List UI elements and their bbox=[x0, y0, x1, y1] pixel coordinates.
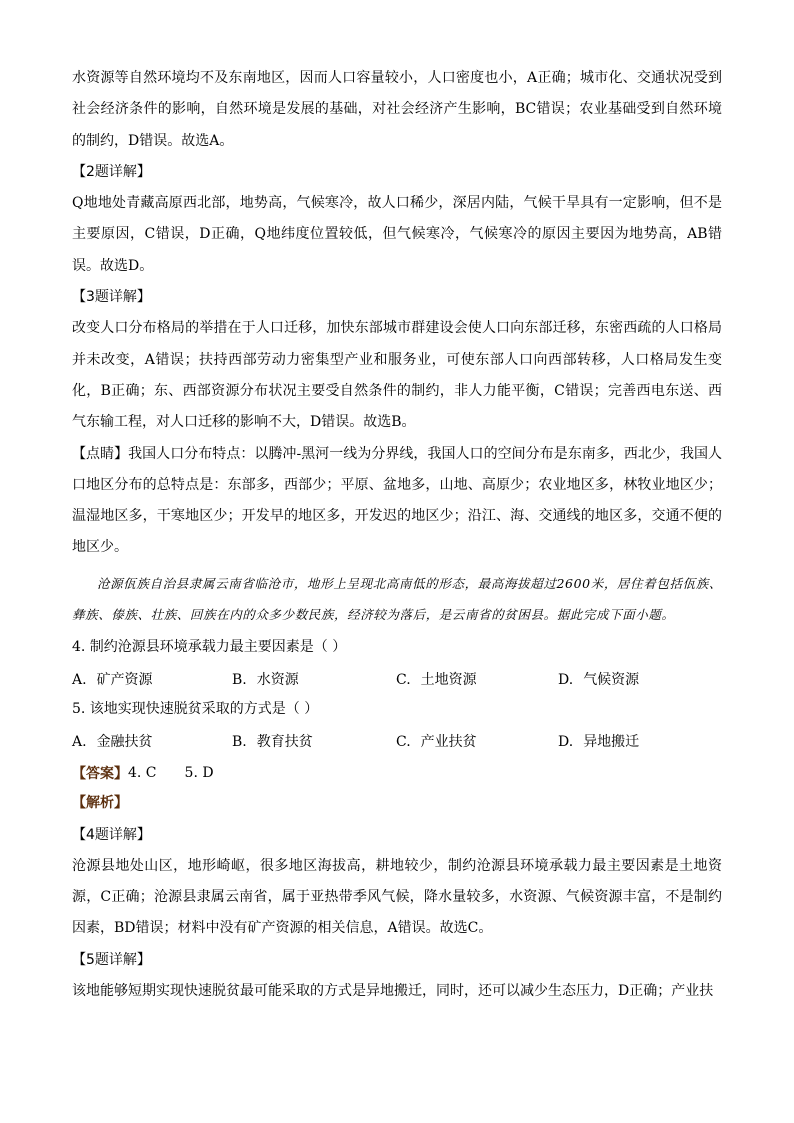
question-4-options bbox=[72, 663, 722, 694]
question-4-stem: 4. 制约沧源县环境承载力最主要因素是（ ） bbox=[72, 638, 347, 655]
reading-material: 沧源佤族自治县隶属云南省临沧市，地形上呈现北高南低的形态，最高海拔超过2600米，居住着包括佤族、彝族、傣族、壮族、回族在内的众多少数民族，经济较为落后，是云南省的贫困县。据此完成下面小题。 bbox=[72, 575, 722, 622]
heading-q4-detail: 【4题详解】 bbox=[72, 826, 151, 843]
key-point-paragraph bbox=[72, 439, 722, 564]
answer-q5: 5. D bbox=[184, 764, 214, 781]
q5-option-c: C. 产业扶贫 bbox=[396, 734, 477, 751]
paragraph-q3-explanation: 改变人口分布格局的举措在于人口迁移，加快东部城市群建设会使人口向东部迁移，东密西疏的人口格局并未改变，A错误；扶持西部劳动力密集型产业和服务业，可使东部人口向西部转移，人口格局发生变化，B正确；东、西部资源分布状况主要受自然条件的制约，非人力能平衡，C错误；完善西电东送、西气东输工程，对人口迁移的影响不大，D错误。故选B。 bbox=[72, 320, 722, 431]
key-point-label: 【点睛】 bbox=[72, 445, 129, 462]
q4-option-c: C. 土地资源 bbox=[396, 671, 477, 688]
key-point-text: 我国人口分布特点：以腾冲-黑河一线为分界线，我国人口的空间分布是东南多，西北少，我国人口地区分布的总特点是：东部多，西部少；平原、盆地多，山地、高原少；农业地区多，林牧业地区少；温湿地区多，干寒地区少；开发早的地区多，开发迟的地区少；沿江、海、交通线的地区多，交通不便的地区少。 bbox=[72, 445, 723, 556]
document-content bbox=[72, 63, 722, 1007]
q4-option-d: D. 气候资源 bbox=[558, 671, 640, 688]
q4-option-b: B. 水资源 bbox=[232, 671, 299, 688]
question-5-stem: 5. 该地实现快速脱贫采取的方式是（ ） bbox=[72, 701, 319, 718]
answer-q4: 4. C bbox=[128, 764, 157, 781]
analysis-label: 【解析】 bbox=[72, 795, 128, 812]
q5-option-b: B. 教育扶贫 bbox=[232, 734, 313, 751]
q4-option-a: A. 矿产资源 bbox=[72, 671, 153, 688]
answer-line bbox=[72, 757, 722, 788]
heading-q5-detail: 【5题详解】 bbox=[72, 951, 151, 968]
question-5-options bbox=[72, 726, 722, 757]
paragraph-q4-explanation: 沧源县地处山区，地形崎岖，很多地区海拔高，耕地较少，制约沧源县环境承载力最主要因素是土地资源，C正确；沧源县隶属云南省，属于亚热带季风气候，降水量较多，水资源、气候资源丰富，不是制约因素，BD错误；材料中没有矿产资源的相关信息，A错误。故选C。 bbox=[72, 857, 722, 937]
q5-option-a: A. 金融扶贫 bbox=[72, 734, 153, 751]
paragraph-q5-explanation: 该地能够短期实现快速脱贫最可能采取的方式是异地搬迁，同时，还可以减少生态压力，D正确；产业扶 bbox=[72, 983, 714, 1000]
paragraph-q1-explanation: 水资源等自然环境均不及东南地区，因而人口容量较小，人口密度也小，A正确；城市化、交通状况受到社会经济条件的影响，自然环境是发展的基础，对社会经济产生影响，BC错误；农业基础受到自然环境的制约，D错误。故选A。 bbox=[72, 70, 722, 149]
q5-option-d: D. 异地搬迁 bbox=[558, 734, 640, 751]
paragraph-q2-explanation: Q地地处青藏高原西北部，地势高，气候寒冷，故人口稀少，深居内陆，气候干旱具有一定影响，但不是主要原因，C错误，D正确，Q地纬度位置较低，但气候寒冷，气候寒冷的原因主要因为地势高，AB错误。故选D。 bbox=[72, 195, 722, 274]
answer-label: 【答案】 bbox=[72, 765, 128, 782]
heading-q3-detail: 【3题详解】 bbox=[72, 289, 151, 306]
heading-q2-detail: 【2题详解】 bbox=[72, 163, 151, 180]
